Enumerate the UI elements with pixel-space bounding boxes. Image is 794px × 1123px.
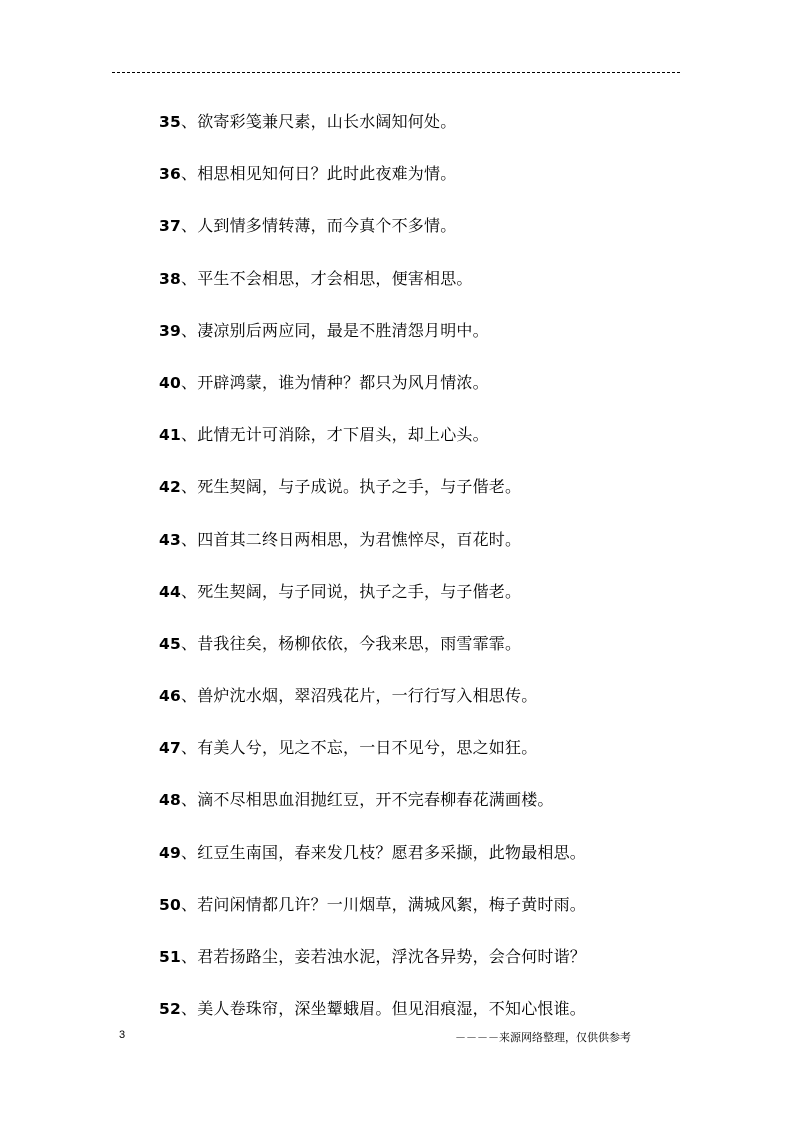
item-text: 红豆生南国，春来发几枝？愿君多采撷，此物最相思。 xyxy=(197,842,586,862)
item-separator: 、 xyxy=(180,842,198,862)
item-separator: 、 xyxy=(180,112,198,131)
item-text: 凄凉别后两应同，最是不胜清怨月明中。 xyxy=(197,320,489,340)
item-number: 41 xyxy=(159,426,181,445)
item-number: 45 xyxy=(159,634,181,653)
item-number: 35 xyxy=(159,113,181,131)
item-number: 37 xyxy=(159,217,181,236)
item-number: 43 xyxy=(159,530,181,549)
item-separator: 、 xyxy=(180,686,198,706)
list-item xyxy=(159,680,719,732)
quote-list xyxy=(159,106,719,1045)
list-item xyxy=(159,315,719,367)
item-number: 48 xyxy=(159,791,181,810)
item-separator: 、 xyxy=(180,947,198,966)
list-item xyxy=(159,524,719,576)
item-number: 39 xyxy=(159,321,181,340)
item-separator: 、 xyxy=(180,320,198,340)
item-number: 52 xyxy=(159,1000,181,1019)
item-number: 49 xyxy=(159,843,181,862)
header-dashed-rule xyxy=(112,72,680,73)
item-number: 44 xyxy=(159,582,181,601)
item-text: 昔我往矣，杨柳依依，今我来思，雨雪霏霏。 xyxy=(197,633,522,653)
list-item xyxy=(159,158,719,210)
list-item xyxy=(159,941,719,993)
list-item xyxy=(159,106,719,158)
item-separator: 、 xyxy=(180,425,198,445)
item-number: 51 xyxy=(159,948,181,966)
item-number: 38 xyxy=(159,269,181,288)
item-text: 君若扬路尘，妾若浊水泥，浮沈各异势，会合何时谐？ xyxy=(197,947,586,966)
list-item xyxy=(159,993,719,1045)
item-separator: 、 xyxy=(180,999,198,1019)
item-number: 46 xyxy=(159,687,181,706)
item-separator: 、 xyxy=(180,894,198,914)
list-item xyxy=(159,784,719,836)
item-separator: 、 xyxy=(180,164,198,184)
list-item xyxy=(159,576,719,628)
item-text: 美人卷珠帘，深坐颦蛾眉。但见泪痕湿，不知心恨谁。 xyxy=(197,999,586,1019)
item-text: 四首其二终日两相思，为君憔悴尽，百花时。 xyxy=(197,529,522,549)
list-item xyxy=(159,263,719,315)
item-separator: 、 xyxy=(180,581,198,601)
list-item xyxy=(159,837,719,889)
item-separator: 、 xyxy=(180,633,198,653)
list-item xyxy=(159,210,719,262)
item-text: 若问闲情都几许？一川烟草，满城风絮，梅子黄时雨。 xyxy=(197,894,586,914)
item-text: 此情无计可消除，才下眉头，却上心头。 xyxy=(197,425,489,445)
item-separator: 、 xyxy=(180,790,198,810)
list-item xyxy=(159,889,719,941)
item-text: 滴不尽相思血泪抛红豆，开不完春柳春花满画楼。 xyxy=(197,790,554,810)
item-text: 有美人兮，见之不忘，一日不见兮，思之如狂。 xyxy=(197,738,538,758)
item-separator: 、 xyxy=(180,372,198,392)
item-separator: 、 xyxy=(180,477,198,497)
item-text: 欲寄彩笺兼尺素，山长水阔知何处。 xyxy=(197,112,457,131)
list-item xyxy=(159,419,719,471)
footer-note: －－－－来源网络整理，仅供供参考 xyxy=(455,1031,631,1044)
item-separator: 、 xyxy=(180,738,198,758)
item-text: 开辟鸿蒙，谁为情种？都只为风月情浓。 xyxy=(197,372,489,392)
item-number: 42 xyxy=(159,478,181,497)
item-separator: 、 xyxy=(180,268,198,288)
item-text: 死生契阔，与子同说，执子之手，与子偕老。 xyxy=(197,581,522,601)
item-text: 人到情多情转薄，而今真个不多情。 xyxy=(197,216,457,236)
list-item xyxy=(159,367,719,419)
item-text: 死生契阔，与子成说。执子之手，与子偕老。 xyxy=(197,477,522,497)
item-separator: 、 xyxy=(180,529,198,549)
item-separator: 、 xyxy=(180,216,198,236)
list-item xyxy=(159,628,719,680)
page-number: 3 xyxy=(119,1029,126,1041)
item-text: 相思相见知何日？此时此夜难为情。 xyxy=(197,164,457,184)
item-number: 40 xyxy=(159,373,181,392)
item-text: 平生不会相思，才会相思，便害相思。 xyxy=(197,268,473,288)
item-number: 50 xyxy=(159,895,181,914)
list-item xyxy=(159,471,719,523)
item-text: 兽炉沈水烟，翠沼残花片，一行行写入相思传。 xyxy=(197,686,538,706)
list-item xyxy=(159,732,719,784)
item-number: 36 xyxy=(159,165,181,184)
item-number: 47 xyxy=(159,739,181,758)
